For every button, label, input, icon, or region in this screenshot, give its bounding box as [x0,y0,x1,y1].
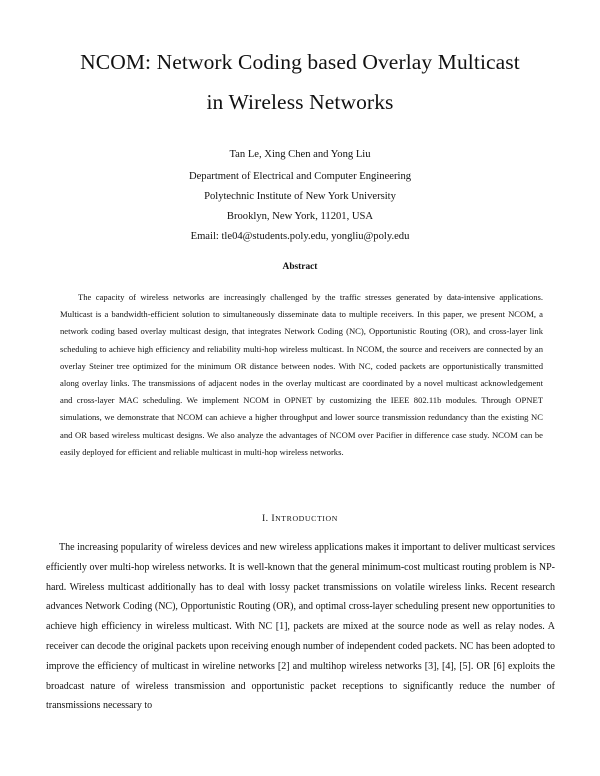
affiliation-department: Department of Electrical and Computer Engineering [188,171,412,182]
author-email: Email: tle04@students.poly.edu, yongliu@poly.edu [190,231,410,242]
abstract-text: The capacity of wireless networks are increasingly challenged by the traffic stresses generated by data-intensive applications. Multicast is a bandwidth-efficient solution to simultaneously disseminate data to multiple receivers. In this paper, we present NCOM, a network coding based overlay multicast design, that integrates Network Coding (NC), Opportunistic Routing (OR), and cross-layer link scheduling to achieve high efficiency and reliability multi-hop wireless multicast. In NCOM, the source and receivers are connected by an overlay Steiner tree optimized for the minimum OR distance between nodes. With NC, coded packets are opportunistically transmitted along overlay links. The transmissions of adjacent nodes in the overlay multicast are coordinated by a novel multicast acknowledgement and cross-layer MAC scheduling. We implement NCOM in OPNET by customizing the IEEE 802.11b modules. Through OPNET simulations, we demonstrate that NCOM can achieve a higher throughput and lower source transmission redundancy than the existing NC and OR based wireless multicast designs. We also analyze the advantages of NCOM over Pacifier in difference case study. NCOM can be easily deployed for efficient and reliable multicast in multi-hop wireless networks. [60,292,543,457]
paper-title-line-1: NCOM: Network Coding based Overlay Multicast [80,50,520,74]
introduction-paragraph: The increasing popularity of wireless devices and new wireless applications makes it important to deliver multicast services efficiently over multi-hop wireless networks. It is well-known that the general minimum-cost multicast routing problem is NP-hard. Wireless multicast additionally has to deal with lossy packet transmissions on volatile wireless links. Recent research advances Network Coding (NC), Opportunistic Routing (OR), and optimal cross-layer scheduling present new opportunities to achieve high efficiency in wireless multicast. With NC [1], packets are mixed at the source node as well as relay nodes. A receiver can decode the original packets upon receiving enough number of independent coded packets. NC has been adopted to improve the efficiency of multicast in wireline networks [2] and multihop wireless networks [3], [4], [5]. OR [6] exploits the broadcast nature of wireless transmission and opportunistic packet receptions to significantly reduce the number of transmissions necessary to [46,542,555,712]
section-title-rest: NTRODUCTION [275,514,338,523]
author-block [60,145,540,247]
author-names: Tan Le, Xing Chen and Yong Liu [229,149,371,160]
abstract-heading: Abstract [282,262,318,272]
section-title-initial: I [271,513,276,524]
paper-title-line-2: in Wireless Networks [206,90,394,114]
affiliation-institute: Polytechnic Institute of New York University [204,191,396,202]
section-number: I. [262,513,272,524]
affiliation-address: Brooklyn, New York, 11201, USA [226,211,374,222]
section-heading-introduction [0,513,600,524]
